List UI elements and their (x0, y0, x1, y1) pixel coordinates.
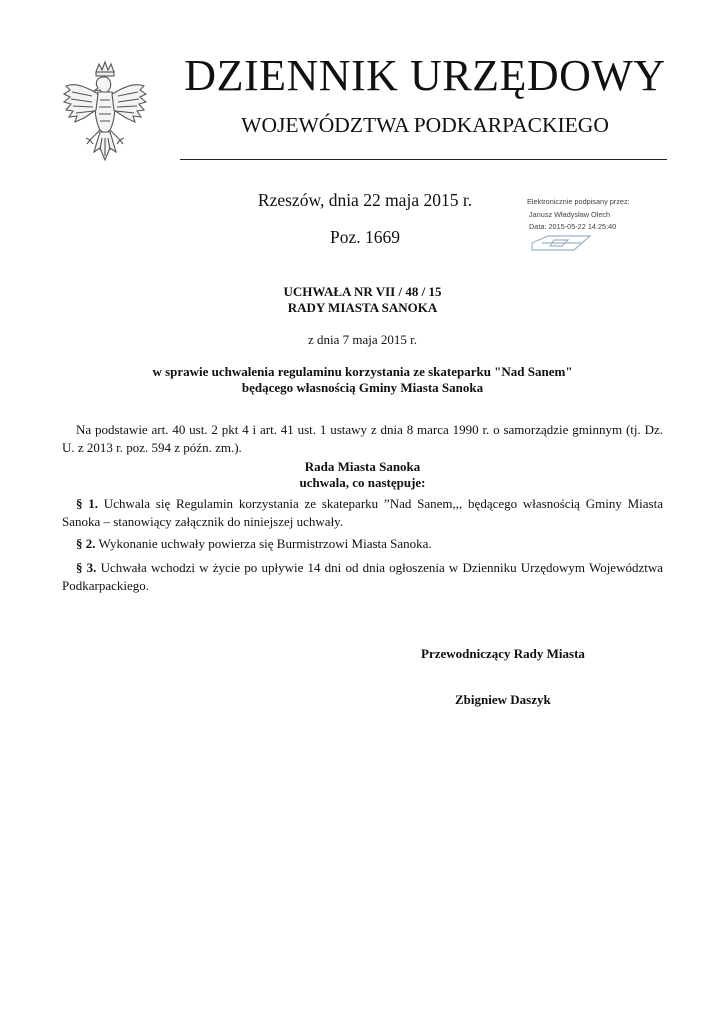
white-eagle-emblem-icon (60, 60, 150, 168)
signature-caption: Elektronicznie podpisany przez: (527, 197, 630, 206)
council-heading: Rada Miasta Sanoka (304, 459, 421, 474)
journal-title: DZIENNIK URZĘDOWY (184, 51, 666, 100)
signature-signer: Janusz Władysław Olech (529, 209, 611, 219)
resolution-date: z dnia 7 maja 2015 r. (307, 332, 418, 347)
paragraph-2-label: § 2. (76, 536, 96, 551)
paragraph-3-text: Uchwała wchodzi w życie po upływie 14 dni od dnia ogłoszenia w Dzienniku Urzędowym Województwa Podkarpackiego. (62, 560, 664, 593)
signatory-role: Przewodniczący Rady Miasta (421, 646, 585, 661)
paragraph-3 (62, 559, 663, 594)
resolution-issuer: RADY MIASTA SANOKA (287, 300, 438, 315)
paragraph-1-label: § 1. (76, 496, 99, 511)
paragraph-2 (62, 535, 663, 553)
electronic-signature-block (527, 196, 687, 234)
position-number: Poz. 1669 (330, 227, 400, 247)
paragraph-1-text: Uchwala się Regulamin korzystania ze skateparku ”Nad Sanem,,, będącego własnością Gminy Miasta Sanoka – stanowiący załącznik do niniejszej uchwały. (62, 496, 663, 529)
journal-subtitle: WOJEWÓDZTWA PODKARPACKIEGO (241, 113, 609, 137)
preamble-paragraph (62, 421, 663, 456)
preamble-text: Na podstawie art. 40 ust. 2 pkt 4 i art. 41 ust. 1 ustawy z dnia 8 marca 1990 r. o samorządzie gminnym (tj. Dz. U. z 2013 r. poz. 594 z późn. zm.). (62, 422, 663, 455)
council-decision: uchwala, co następuje: (299, 475, 426, 490)
resolution-subject-line1: w sprawie uchwalenia regulaminu korzystania ze skateparku "Nad Sanem" (152, 364, 573, 379)
publication-date: Rzeszów, dnia 22 maja 2015 r. (257, 190, 473, 210)
paragraph-3-label: § 3. (76, 560, 97, 575)
header-divider (180, 159, 667, 160)
signatory-name: Zbigniew Daszyk (455, 692, 551, 707)
resolution-subject-line2: będącego własnością Gminy Miasta Sanoka (241, 380, 484, 395)
paragraph-1 (62, 495, 663, 530)
paragraph-2-text: Wykonanie uchwały powierza się Burmistrzowi Miasta Sanoka. (95, 536, 432, 551)
signature-seal-icon (528, 234, 594, 252)
resolution-number: UCHWAŁA NR VII / 48 / 15 (283, 284, 442, 299)
signature-date: Data: 2015-05-22 14:25:40 (529, 222, 617, 231)
